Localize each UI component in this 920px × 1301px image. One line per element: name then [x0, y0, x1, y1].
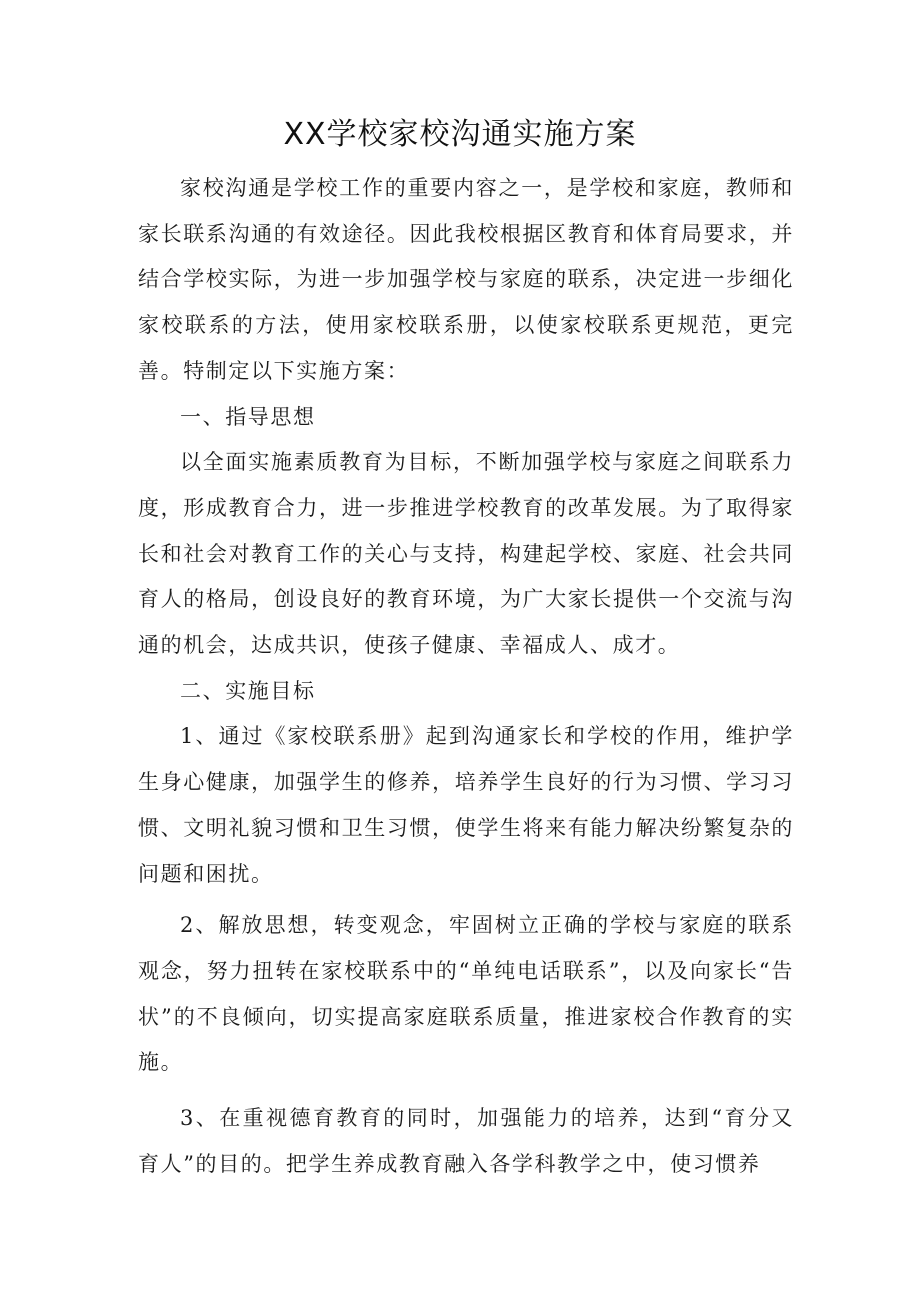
- goal-item-2: 2、解放思想，转变观念，牢固树立正确的学校与家庭的联系观念，努力扭转在家校联系中的“单纯电话联系”，以及向家长“告状”的不良倾向，切实提高家庭联系质量，推进家校合作教育的实施。: [138, 913, 794, 1075]
- intro-paragraph: 家校沟通是学校工作的重要内容之一，是学校和家庭，教师和家长联系沟通的有效途径。因此我校根据区教育和体育局要求，并结合学校实际，为进一步加强学校与家庭的联系，决定进一步细化家校联系的方法，使用家校联系册，以使家校联系更规范，更完善。特制定以下实施方案：: [138, 176, 794, 383]
- document-body: [138, 166, 794, 1187]
- section-heading-implementation-goals: 二、实施目标: [180, 678, 316, 703]
- goal-item-1: 1、通过《家校联系册》起到沟通家长和学校的作用，维护学生身心健康，加强学生的修养，培养学生良好的行为习惯、学习习惯、文明礼貌习惯和卫生习惯，使学生将来有能力解决纷繁复杂的问题和困扰。: [138, 724, 794, 886]
- goal-item-3: 3、在重视德育教育的同时，加强能力的培养，达到“育分又育人”的目的。把学生养成教育融入各学科教学之中，使习惯养: [138, 1106, 794, 1176]
- guiding-ideology-paragraph: 以全面实施素质教育为目标，不断加强学校与家庭之间联系力度，形成教育合力，进一步推进学校教育的改革发展。为了取得家长和社会对教育工作的关心与支持，构建起学校、家庭、社会共同育人的格局，创设良好的教育环境，为广大家长提供一个交流与沟通的机会，达成共识，使孩子健康、幸福成人、成才。: [138, 450, 794, 658]
- document-title: XX学校家校沟通实施方案: [283, 117, 637, 152]
- section-heading-guiding-ideology: 一、指导思想: [180, 404, 316, 429]
